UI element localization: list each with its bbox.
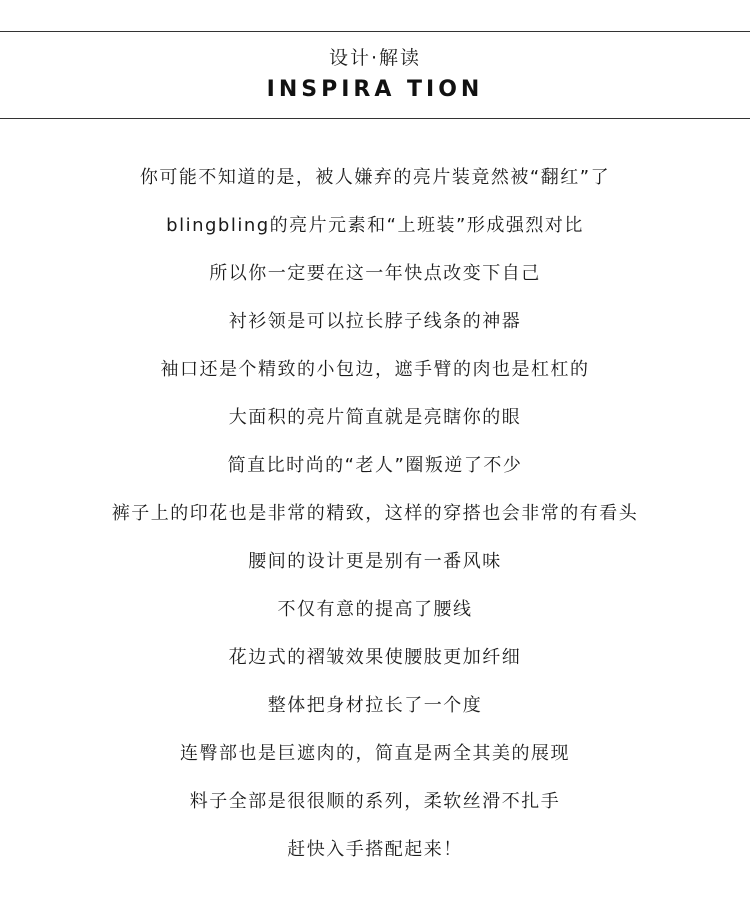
body-line: 衬衫领是可以拉长脖子线条的神器	[228, 311, 522, 332]
body-line: 不仅有意的提高了腰线	[277, 599, 473, 620]
body-line: 料子全部是很很顺的系列，柔软丝滑不扎手	[189, 791, 561, 812]
section-title-chinese: 设计·解读	[328, 47, 422, 69]
body-line: 赶快入手搭配起来！	[287, 839, 463, 860]
body-line: 大面积的亮片简直就是亮瞎你的眼	[228, 407, 522, 428]
body-line: 你可能不知道的是，被人嫌弃的亮片装竟然被“翻红”了	[139, 167, 611, 188]
body-line: 花边式的褶皱效果使腰肢更加纤细	[228, 647, 522, 668]
body-line: 裤子上的印花也是非常的精致，这样的穿搭也会非常的有看头	[111, 503, 639, 524]
article-body	[0, 166, 750, 886]
body-line: 整体把身材拉长了一个度	[267, 695, 483, 716]
body-line: 所以你一定要在这一年快点改变下自己	[209, 263, 541, 284]
section-title-english: INSPIRA TION	[266, 77, 484, 102]
section-header	[0, 31, 750, 119]
body-line: blingbling的亮片元素和“上班装”形成强烈对比	[166, 215, 584, 236]
body-line: 袖口还是个精致的小包边，遮手臂的肉也是杠杠的	[160, 359, 590, 380]
body-line: 简直比时尚的“老人”圈叛逆了不少	[227, 455, 523, 476]
body-line: 腰间的设计更是别有一番风味	[248, 551, 502, 572]
body-line: 连臀部也是巨遮肉的，简直是两全其美的展现	[180, 743, 570, 764]
